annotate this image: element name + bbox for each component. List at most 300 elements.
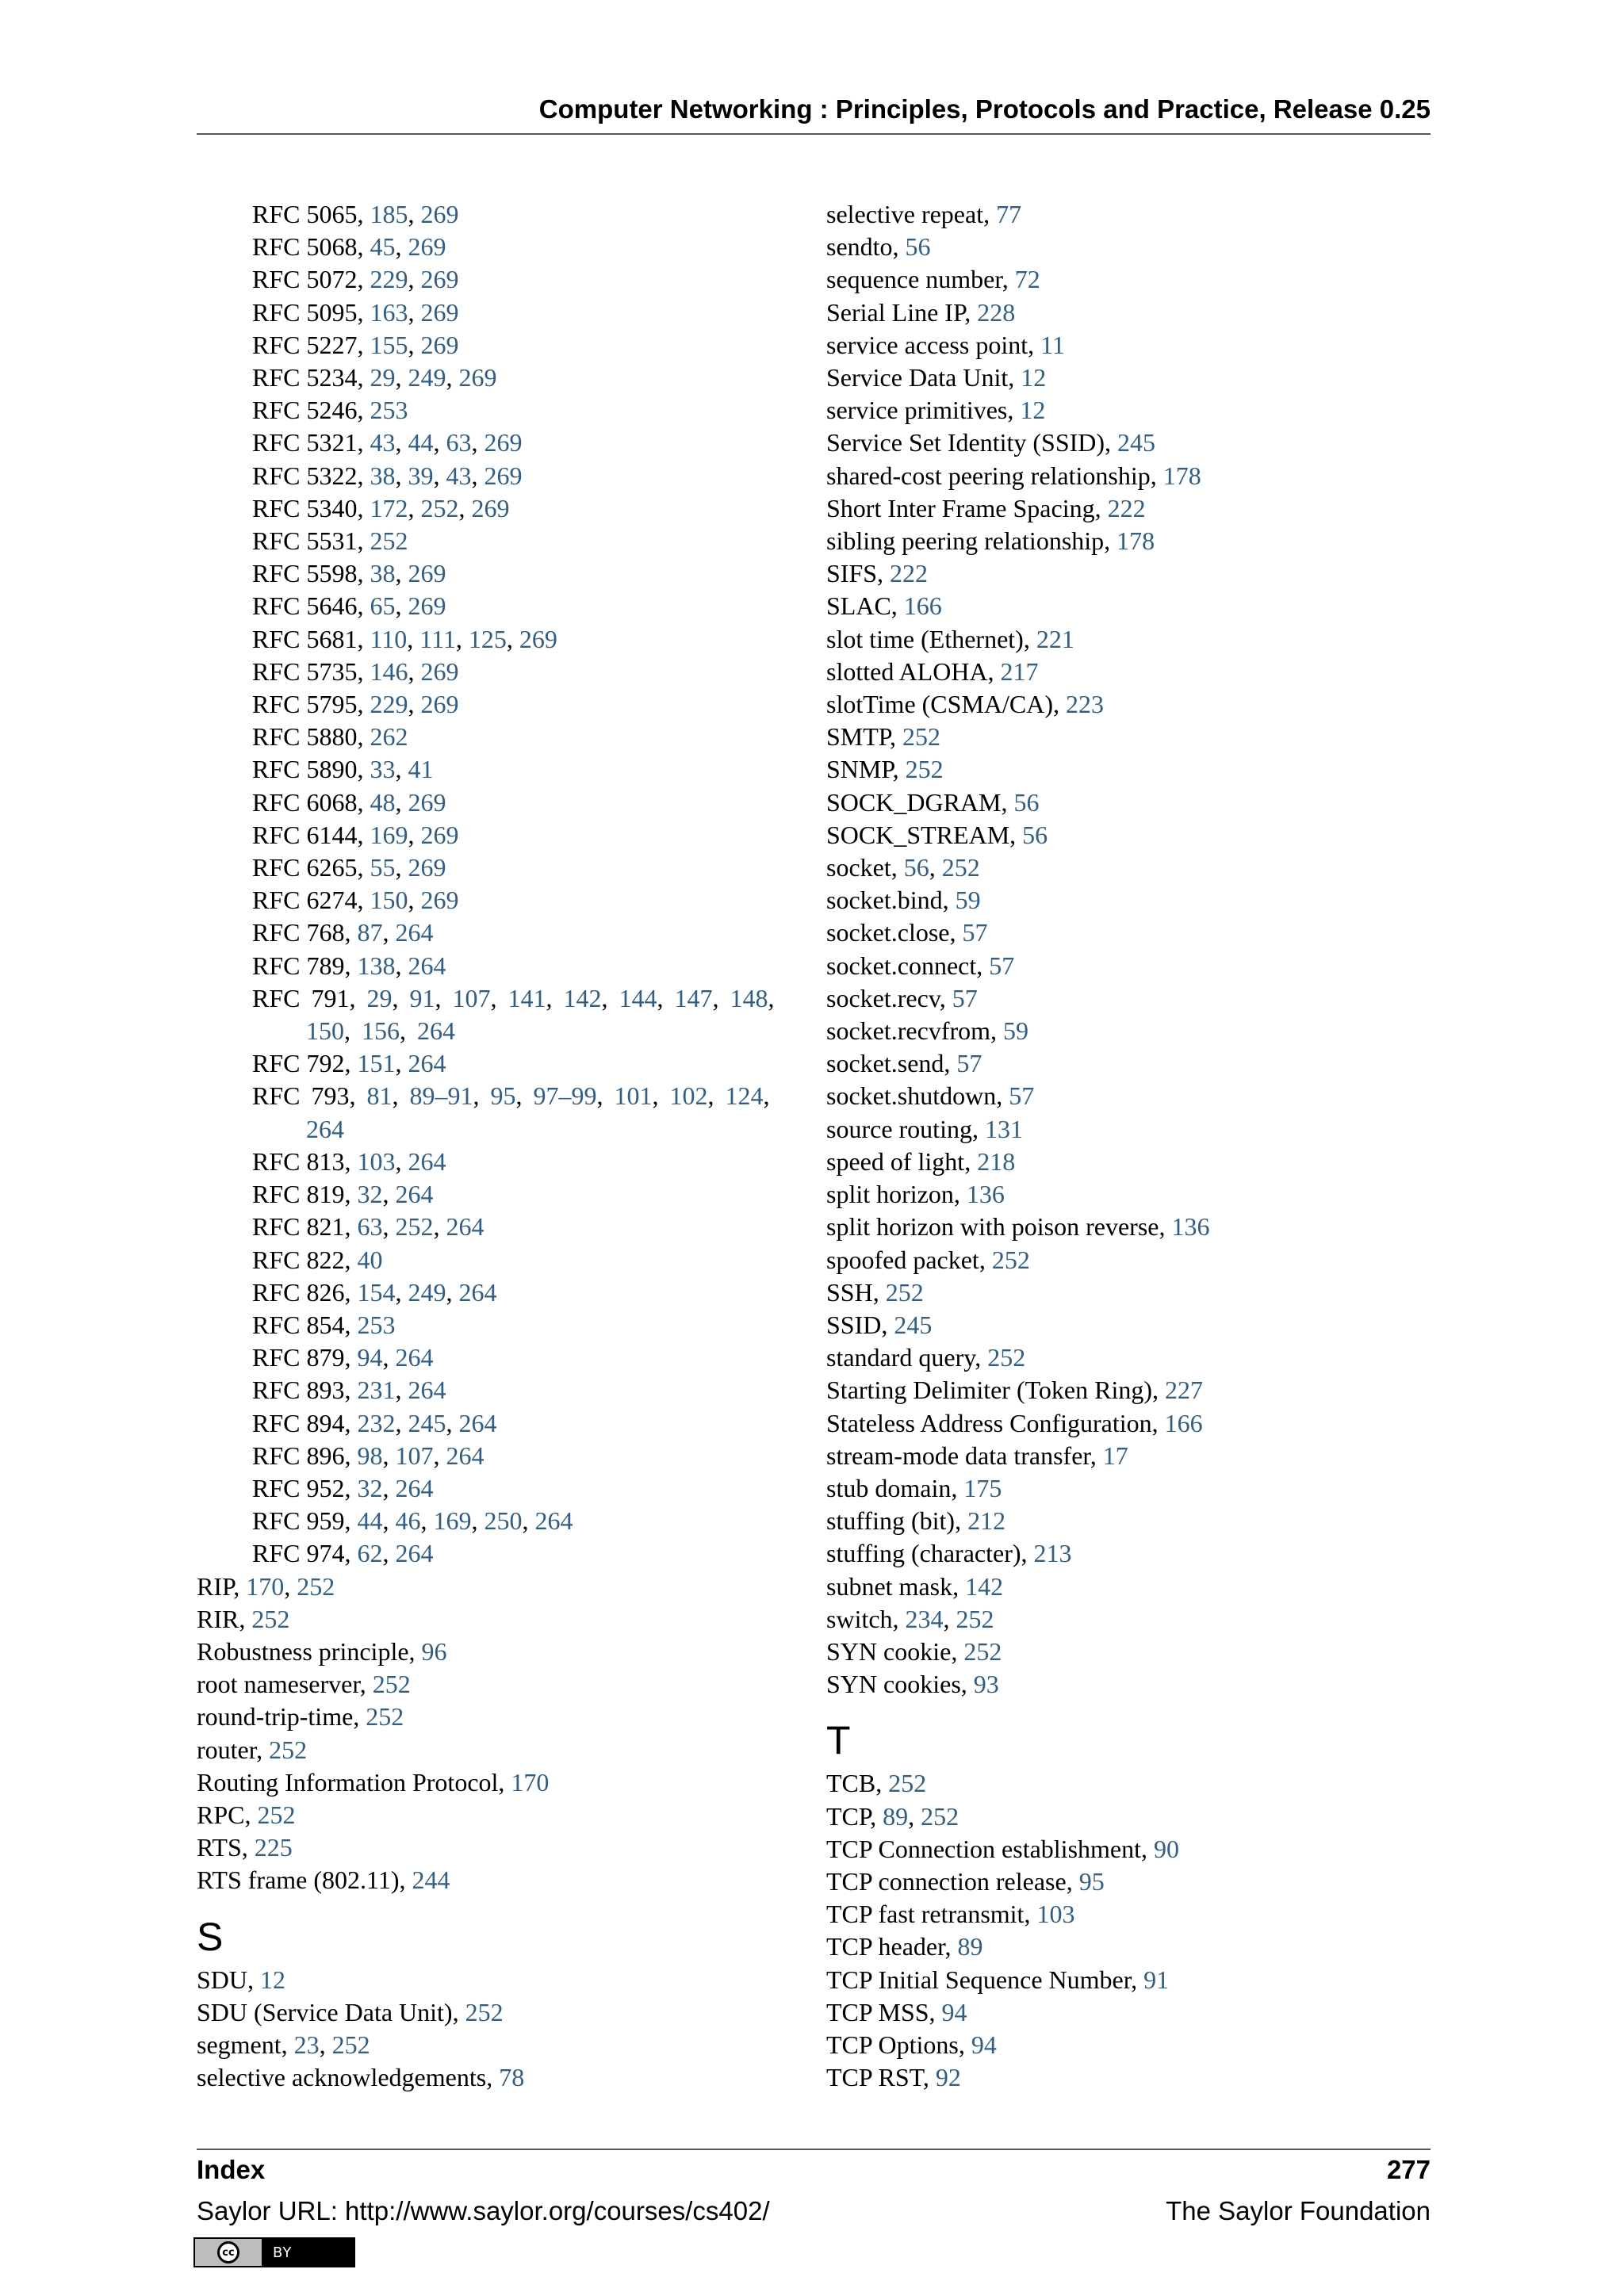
index-entry: RFC 822, 40 [252,1245,383,1274]
index-term: socket.recvfrom [826,1016,991,1046]
index-entry: RFC 5531, 252 [252,526,408,556]
page-link[interactable]: 252 [905,755,944,784]
index-term: RFC 6274 [252,886,358,915]
page-link[interactable]: 264 [446,1441,485,1470]
index-term: SMTP [826,722,891,752]
index-entry: stuffing (character), 213 [826,1539,1072,1568]
index-entry: RFC 854, 253 [252,1310,396,1339]
index-term: RFC 952 [252,1473,345,1502]
index-term: RFC 5681 [252,624,358,653]
index-entry: socket.bind, 59 [826,886,981,915]
page-link[interactable]: 252 [465,1997,504,2026]
index-entry: spoofed packet, 252 [826,1245,1030,1274]
page-link[interactable]: 234 [905,1604,944,1633]
index-term: RFC 879 [252,1343,345,1372]
index-entry: RFC 5340, 172, 252, 269 [252,493,510,522]
index-term: Routing Information Protocol [197,1767,499,1797]
index-term: socket.bind [826,886,943,915]
page-link[interactable]: 252 [297,1571,335,1601]
page-link[interactable]: 148 [730,983,768,1012]
page-link[interactable]: 95 [1078,1866,1105,1896]
index-entry: TCP MSS, 94 [826,1997,967,2026]
index-term: TCP RST [826,2063,923,2092]
index-term: root nameserver [197,1670,360,1699]
page-link[interactable]: 63 [446,428,472,457]
page-link[interactable]: 252 [991,1245,1030,1274]
index-entry: SNMP, 252 [826,755,944,784]
page-link[interactable]: 81 [366,1081,393,1111]
page-link[interactable]: 57 [989,951,1015,980]
page-link[interactable]: 213 [1033,1539,1072,1568]
page-link[interactable]: 169 [433,1506,472,1536]
page-link[interactable]: 175 [963,1473,1002,1502]
page-link[interactable]: 229 [370,265,408,294]
page-link[interactable]: 63 [357,1212,383,1242]
index-entry: sendto, 56 [826,232,931,262]
index-term: RFC 813 [252,1146,345,1176]
page-link[interactable]: 142 [563,983,602,1012]
index-term: RFC 5234 [252,363,358,392]
index-term: RFC 5095 [252,297,358,327]
index-entry: SLAC, 166 [826,591,942,621]
page-link[interactable]: 89–91 [409,1081,473,1111]
index-entry: SYN cookie, 252 [826,1636,1002,1666]
page-link[interactable]: 136 [966,1180,1005,1209]
page-link[interactable]: 269 [408,591,446,621]
index-term: selective repeat [826,200,984,228]
page-link[interactable]: 228 [977,297,1016,327]
index-term: RFC 789 [252,951,345,980]
index-term: RFC 893 [252,1376,345,1405]
page-link[interactable]: 172 [370,493,408,522]
page-link[interactable]: 245 [408,1408,446,1437]
page-link[interactable]: 107 [452,983,491,1012]
index-term: socket [826,853,891,882]
page-link[interactable]: 144 [619,983,657,1012]
index-entry: RFC 5735, 146, 269 [252,656,459,686]
page-link[interactable]: 29 [370,363,396,392]
page-link[interactable]: 252 [902,722,941,752]
index-entry: RFC 5068, 45, 269 [252,232,446,262]
page-link[interactable]: 264 [534,1506,573,1536]
page-link[interactable]: 264 [408,1146,446,1176]
index-term: selective acknowledgements [197,2063,487,2092]
index-term: slotTime (CSMA/CA) [826,690,1053,719]
page-link[interactable]: 17 [1102,1441,1128,1470]
page-link[interactable]: 218 [977,1146,1016,1176]
index-term: RFC 5340 [252,493,358,522]
page-link[interactable]: 155 [370,330,408,359]
page-link[interactable]: 170 [511,1767,550,1797]
page-link[interactable]: 212 [967,1506,1006,1536]
index-entry: RFC 5795, 229, 269 [252,690,459,719]
page-link[interactable]: 107 [395,1441,434,1470]
page-link[interactable]: 44 [357,1506,383,1536]
page-link[interactable]: 269 [420,330,459,359]
page-link[interactable]: 111 [419,624,456,653]
page-link[interactable]: 244 [412,1866,450,1895]
page-link[interactable]: 57 [956,1049,982,1078]
page-link[interactable]: 72 [1014,265,1040,294]
page-link[interactable]: 249 [408,363,446,392]
page-link[interactable]: 178 [1116,526,1155,556]
page-link[interactable]: 245 [1117,428,1156,457]
page-link[interactable]: 178 [1162,461,1201,490]
index-term: SIFS [826,559,878,588]
page-link[interactable]: 56 [905,232,931,262]
page-link[interactable]: 40 [357,1245,383,1274]
page-link[interactable]: 264 [395,1473,434,1502]
page-link[interactable]: 154 [357,1277,396,1307]
page-link[interactable]: 229 [370,690,408,719]
page-link[interactable]: 142 [965,1571,1004,1601]
index-term: slot time (Ethernet) [826,624,1024,653]
page-link[interactable]: 264 [458,1277,497,1307]
index-term: service primitives [826,396,1008,425]
index-term: slotted ALOHA [826,656,988,686]
page-link[interactable]: 131 [984,1114,1023,1143]
page-link[interactable]: 56 [1013,787,1040,817]
page-link[interactable]: 91 [409,983,435,1012]
page-link[interactable]: 136 [1171,1212,1210,1242]
page-link[interactable]: 252 [987,1343,1026,1372]
footer-section-title: Index [197,2155,266,2184]
page-link[interactable]: 41 [408,755,434,784]
index-entry: subnet mask, 142 [826,1571,1004,1601]
page-link[interactable]: 94 [941,1997,967,2026]
page-link[interactable]: 222 [890,559,929,588]
page-link[interactable]: 269 [420,265,459,294]
index-entry: Serial Line IP, 228 [826,297,1016,327]
index-entry: selective acknowledgements, 78 [197,2063,525,2092]
page-link[interactable]: 55 [370,853,396,882]
page-link[interactable]: 252 [921,1801,959,1831]
page-link[interactable]: 170 [246,1571,285,1601]
index-entry: RFC 793, 81, 89–91, 95, 97–99, 101, 102, 124, 264 [252,1081,770,1143]
page-link[interactable]: 225 [254,1833,293,1862]
page-link[interactable]: 44 [408,428,434,457]
index-term: TCP header [826,1932,945,1961]
page-link[interactable]: 264 [458,1408,497,1437]
index-term: TCP [826,1801,871,1831]
page-link[interactable]: 146 [370,656,408,686]
page-link[interactable]: 269 [420,297,459,327]
page-link[interactable]: 269 [420,690,459,719]
page-link[interactable]: 252 [885,1277,924,1307]
page-link[interactable]: 252 [956,1604,994,1633]
index-term: Service Data Unit [826,363,1009,392]
page-link[interactable]: 57 [952,983,978,1012]
index-term: source routing [826,1114,972,1143]
page-link[interactable]: 92 [935,2063,961,2092]
page-link[interactable]: 93 [973,1670,999,1699]
page-link[interactable]: 264 [417,1016,455,1046]
page-link[interactable]: 269 [420,820,459,849]
page-link[interactable]: 90 [1154,1834,1179,1863]
index-column-left [197,198,807,2094]
index-letter-heading: S [197,1914,224,1959]
page-link[interactable]: 32 [357,1473,383,1502]
saylor-foundation: The Saylor Foundation [1166,2196,1431,2225]
page-link[interactable]: 94 [971,2030,997,2059]
page-link[interactable]: 12 [1021,363,1047,392]
page-link[interactable]: 252 [366,1702,404,1732]
index-term: RFC 5880 [252,722,358,752]
page-link[interactable]: 269 [408,853,446,882]
page-link[interactable]: 95 [490,1081,516,1111]
index-term: RFC 5598 [252,559,358,588]
page-link[interactable]: 252 [420,493,459,522]
page-link[interactable]: 98 [357,1441,383,1470]
page-link[interactable]: 264 [395,1539,434,1568]
page-link[interactable]: 231 [357,1376,396,1405]
index-term: RFC 5072 [252,265,358,294]
index-term: shared-cost peering relationship [826,461,1151,490]
page-link[interactable]: 252 [269,1735,308,1764]
index-term: SYN cookie [826,1636,952,1666]
index-term: SYN cookies [826,1670,961,1699]
index-term: socket.send [826,1049,944,1078]
index-entry: RFC 5890, 33, 41 [252,755,434,784]
page-link[interactable]: 264 [446,1212,485,1242]
page-link[interactable]: 252 [941,853,980,882]
page-link[interactable]: 110 [370,624,408,653]
page-link[interactable]: 269 [484,461,523,490]
index-term: TCP MSS [826,1997,929,2026]
index-entry: socket, 56, 252 [826,853,980,882]
page-link[interactable]: 101 [614,1081,653,1111]
index-term: RPC [197,1800,245,1829]
index-entry: socket.connect, 57 [826,951,1015,980]
index-term: SNMP [826,755,893,784]
page-link[interactable]: 102 [669,1081,708,1111]
index-term: TCP Options [826,2030,959,2059]
index-entry: RFC 894, 232, 245, 264 [252,1408,497,1437]
index-term: round-trip-time [197,1702,354,1732]
index-entry: TCP fast retransmit, 103 [826,1900,1075,1929]
page-link[interactable]: 264 [408,951,446,980]
index-entry: RFC 5880, 262 [252,722,408,752]
page-link[interactable]: 57 [962,918,988,947]
page-link[interactable]: 264 [395,918,434,947]
page-link[interactable]: 269 [471,493,510,522]
page-link[interactable]: 56 [903,853,929,882]
index-entry: RFC 6068, 48, 269 [252,787,446,817]
page-link[interactable]: 169 [370,820,408,849]
index-entry: TCP connection release, 95 [826,1866,1105,1896]
page-link[interactable]: 269 [420,656,459,686]
index-term: RTS frame (802.11) [197,1866,400,1895]
page-link[interactable]: 221 [1036,624,1074,653]
index-entry: SOCK_DGRAM, 56 [826,787,1040,817]
page-link[interactable]: 269 [420,886,459,915]
index-entry: RFC 5065, 185, 269 [252,200,459,228]
footer-rule [197,2149,1431,2150]
index-term: service access point [826,330,1028,359]
page-link[interactable]: 156 [362,1016,400,1046]
page-link[interactable]: 56 [1022,820,1048,849]
footer-page-number: 277 [1386,2155,1431,2184]
index-term: RFC 822 [252,1245,345,1274]
page-link[interactable]: 264 [408,1049,446,1078]
page-link[interactable]: 33 [370,755,396,784]
page-link[interactable]: 65 [370,591,396,621]
page-link[interactable]: 264 [408,1376,446,1405]
page-link[interactable]: 269 [408,232,446,262]
page-link[interactable]: 249 [408,1277,446,1307]
page-link[interactable]: 43 [370,428,396,457]
page-link[interactable]: 166 [1164,1408,1203,1437]
page-link[interactable]: 138 [357,951,396,980]
page-link[interactable]: 46 [395,1506,421,1536]
page-link[interactable]: 252 [251,1604,290,1633]
page-link[interactable]: 264 [395,1180,434,1209]
page-link[interactable]: 250 [484,1506,523,1536]
index-term: stub domain [826,1473,952,1502]
page-link[interactable]: 57 [1009,1081,1035,1111]
page-link[interactable]: 217 [1000,656,1039,686]
index-letter-heading: T [826,1718,851,1763]
page-link[interactable]: 125 [468,624,507,653]
page-link[interactable]: 252 [370,526,408,556]
page-link[interactable]: 151 [357,1049,396,1078]
page-link[interactable]: 12 [260,1965,286,1994]
page-link[interactable]: 252 [395,1212,434,1242]
page-link[interactable]: 38 [370,559,396,588]
page-link[interactable]: 103 [357,1146,396,1176]
page-link[interactable]: 252 [331,2030,370,2059]
page-link[interactable]: 48 [370,787,396,817]
page-link[interactable]: 12 [1020,396,1046,425]
page-link[interactable]: 252 [372,1670,411,1699]
index-term: sibling peering relationship [826,526,1105,556]
page-link[interactable]: 89 [883,1801,909,1831]
page-link[interactable]: 43 [446,461,472,490]
index-entry: RFC 5321, 43, 44, 63, 269 [252,428,523,457]
index-entry: RFC 5681, 110, 111, 125, 269 [252,624,557,653]
index-entry: Starting Delimiter (Token Ring), 227 [826,1376,1204,1405]
page-link[interactable]: 232 [357,1408,396,1437]
page-link[interactable]: 89 [957,1932,983,1961]
page-link[interactable]: 269 [484,428,523,457]
index-term: RFC 6068 [252,787,358,817]
page-link[interactable]: 269 [420,200,459,228]
page-link[interactable]: 227 [1165,1376,1204,1405]
page-link[interactable]: 150 [370,886,408,915]
index-entry: RFC 6274, 150, 269 [252,886,459,915]
index-term: switch [826,1604,893,1633]
index-entry: RFC 826, 154, 249, 264 [252,1277,497,1307]
page-link[interactable]: 59 [1003,1016,1029,1046]
page-link[interactable]: 103 [1036,1900,1075,1929]
index-term: speed of light [826,1146,965,1176]
page-link[interactable]: 252 [888,1769,927,1798]
page-link[interactable]: 269 [519,624,557,653]
index-entry: TCP header, 89 [826,1932,983,1961]
index-entry: root nameserver, 252 [197,1670,411,1699]
page-link[interactable]: 269 [408,787,446,817]
index-term: RFC 5246 [252,396,358,425]
page-link[interactable]: 124 [725,1081,764,1111]
page-link[interactable]: 96 [421,1636,447,1666]
index-entry: RFC 959, 44, 46, 169, 250, 264 [252,1506,573,1536]
index-term: RFC 5890 [252,755,358,784]
page-link[interactable]: 262 [370,722,408,752]
index-term: RFC 5795 [252,690,358,719]
index-entry: split horizon, 136 [826,1180,1005,1209]
index-entry: socket.shutdown, 57 [826,1081,1035,1111]
page-link[interactable]: 45 [370,232,396,262]
index-term: RFC 894 [252,1408,345,1437]
page-link[interactable]: 185 [370,200,408,228]
cc-by-license-badge[interactable] [193,2237,355,2267]
index-entry: Routing Information Protocol, 170 [197,1767,550,1797]
index-term: RFC 5735 [252,656,358,686]
index-entry: socket.close, 57 [826,918,988,947]
index-entry: RFC 974, 62, 264 [252,1539,434,1568]
page-link[interactable]: 163 [370,297,408,327]
page-link[interactable]: 59 [955,886,981,915]
page-link[interactable]: 252 [257,1800,296,1829]
page-link[interactable]: 77 [996,200,1022,228]
page-link[interactable]: 264 [395,1343,434,1372]
page-link[interactable]: 223 [1066,690,1104,719]
index-term: socket.recv [826,983,940,1012]
index-entry: RIR, 252 [197,1604,290,1633]
saylor-url[interactable]: Saylor URL: http://www.saylor.org/courses/cs402/ [197,2196,770,2225]
page-link[interactable]: 253 [370,396,408,425]
index-entry: SOCK_STREAM, 56 [826,820,1048,849]
page-link[interactable]: 245 [894,1310,933,1339]
index-term: RFC 5065 [252,200,358,228]
page-link[interactable]: 97–99 [533,1081,597,1111]
page-link[interactable]: 264 [306,1114,344,1143]
index-entry: Service Data Unit, 12 [826,363,1047,392]
page-link[interactable]: 32 [357,1180,383,1209]
page-link[interactable]: 222 [1107,493,1146,522]
index-term: TCP fast retransmit [826,1900,1025,1929]
page-link[interactable]: 94 [357,1343,383,1372]
page-link[interactable]: 269 [408,559,446,588]
page-link[interactable]: 78 [499,2063,525,2092]
page-link[interactable]: 62 [357,1539,383,1568]
index-entry: TCP, 89, 252 [826,1801,959,1831]
page-link[interactable]: 23 [293,2030,320,2059]
cc-by-label: BY [273,2244,293,2261]
page-link[interactable]: 38 [370,461,396,490]
index-entry: stream-mode data transfer, 17 [826,1441,1128,1470]
index-entry: RFC 819, 32, 264 [252,1180,434,1209]
page-link[interactable]: 87 [357,918,383,947]
page-link[interactable]: 150 [306,1016,344,1046]
page-link[interactable]: 29 [366,983,393,1012]
page-link[interactable]: 141 [508,983,546,1012]
page-link[interactable]: 269 [458,363,497,392]
page-link[interactable]: 11 [1040,330,1065,359]
index-term: RFC 768 [252,918,345,947]
running-header: Computer Networking : Principles, Protocols and Practice, Release 0.25 [197,89,1431,135]
index-entry: RFC 5072, 229, 269 [252,265,459,294]
index-term: RFC 5322 [252,461,358,490]
page-link[interactable]: 91 [1143,1965,1170,1994]
page-link[interactable]: 147 [674,983,713,1012]
page-link[interactable]: 166 [903,591,942,621]
page-link[interactable]: 252 [963,1636,1002,1666]
page-link[interactable]: 253 [357,1310,396,1339]
index-term: RFC 5068 [252,232,358,262]
index-entry: TCP RST, 92 [826,2063,961,2092]
page-link[interactable]: 39 [408,461,434,490]
